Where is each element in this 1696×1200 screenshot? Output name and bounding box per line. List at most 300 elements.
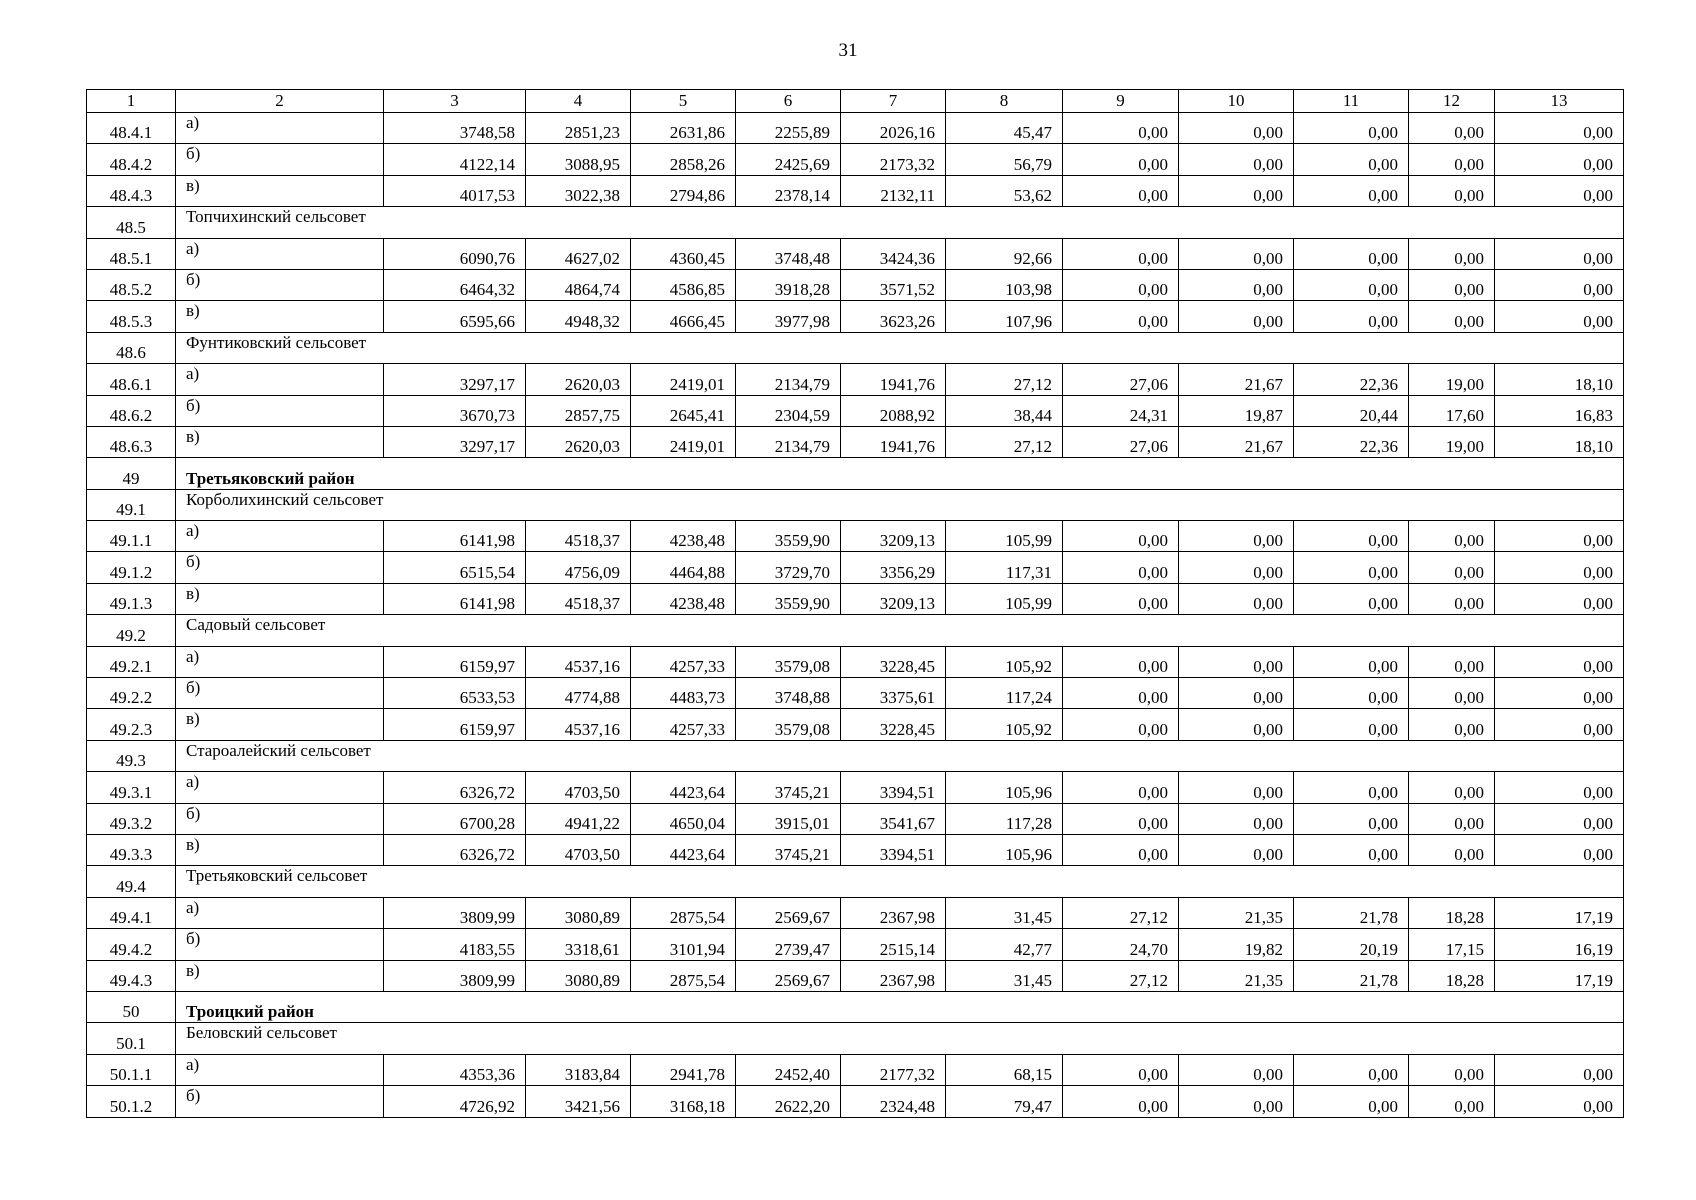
value-cell: 0,00: [1063, 834, 1179, 865]
row-index-cell: 50.1: [87, 1023, 176, 1054]
variant-label-cell: б): [176, 803, 384, 834]
value-cell: 0,00: [1179, 144, 1294, 175]
value-cell: 45,47: [946, 113, 1063, 144]
variant-label-cell: б): [176, 552, 384, 583]
value-cell: 0,00: [1409, 238, 1495, 269]
value-cell: 19,00: [1409, 364, 1495, 395]
table-row: [87, 646, 1624, 677]
row-index-cell: 49.3: [87, 740, 176, 771]
value-cell: 17,60: [1409, 395, 1495, 426]
value-cell: 2851,23: [526, 113, 631, 144]
table-row: [87, 678, 1624, 709]
value-cell: 0,00: [1495, 521, 1624, 552]
value-cell: 0,00: [1294, 646, 1409, 677]
value-cell: 68,15: [946, 1054, 1063, 1085]
table-row: [87, 803, 1624, 834]
value-cell: 3356,29: [841, 552, 946, 583]
variant-label-cell: в): [176, 960, 384, 991]
section-name-cell: Третьяковский сельсовет: [176, 866, 1624, 897]
value-cell: 2569,67: [736, 960, 841, 991]
value-cell: 4586,85: [631, 269, 736, 300]
row-index-cell: 48.4.2: [87, 144, 176, 175]
value-cell: 0,00: [1294, 772, 1409, 803]
variant-label-cell: а): [176, 113, 384, 144]
value-cell: 0,00: [1495, 113, 1624, 144]
variant-label-cell: б): [176, 395, 384, 426]
row-index-cell: 49.4.1: [87, 897, 176, 928]
variant-label-cell: в): [176, 709, 384, 740]
row-index-cell: 49.4.3: [87, 960, 176, 991]
value-cell: 2739,47: [736, 929, 841, 960]
value-cell: 0,00: [1495, 552, 1624, 583]
value-cell: 0,00: [1409, 175, 1495, 206]
value-cell: 0,00: [1495, 1054, 1624, 1085]
variant-label-cell: в): [176, 583, 384, 614]
value-cell: 0,00: [1179, 1054, 1294, 1085]
value-cell: 0,00: [1179, 552, 1294, 583]
section-name-cell: Корболихинский сельсовет: [176, 489, 1624, 520]
value-cell: 6595,66: [384, 301, 526, 332]
value-cell: 0,00: [1409, 1086, 1495, 1117]
value-cell: 0,00: [1063, 238, 1179, 269]
table-row: [87, 897, 1624, 928]
value-cell: 3748,48: [736, 238, 841, 269]
value-cell: 16,19: [1495, 929, 1624, 960]
table-row: [87, 144, 1624, 175]
value-cell: 2631,86: [631, 113, 736, 144]
table-row: [87, 772, 1624, 803]
value-cell: 107,96: [946, 301, 1063, 332]
value-cell: 0,00: [1495, 678, 1624, 709]
column-number-cell: 9: [1063, 90, 1179, 113]
value-cell: 0,00: [1409, 678, 1495, 709]
value-cell: 0,00: [1294, 803, 1409, 834]
value-cell: 31,45: [946, 960, 1063, 991]
value-cell: 0,00: [1294, 834, 1409, 865]
table-row: [87, 583, 1624, 614]
value-cell: 4726,92: [384, 1086, 526, 1117]
value-cell: 3579,08: [736, 709, 841, 740]
value-cell: 0,00: [1179, 834, 1294, 865]
value-cell: 0,00: [1179, 238, 1294, 269]
value-cell: 4238,48: [631, 583, 736, 614]
value-cell: 0,00: [1409, 144, 1495, 175]
value-cell: 0,00: [1179, 646, 1294, 677]
variant-label-cell: а): [176, 1054, 384, 1085]
value-cell: 117,28: [946, 803, 1063, 834]
section-name-cell: Садовый сельсовет: [176, 615, 1624, 646]
value-cell: 3748,58: [384, 113, 526, 144]
value-cell: 6533,53: [384, 678, 526, 709]
value-cell: 0,00: [1495, 583, 1624, 614]
value-cell: 105,96: [946, 834, 1063, 865]
value-cell: 3168,18: [631, 1086, 736, 1117]
value-cell: 3579,08: [736, 646, 841, 677]
value-cell: 0,00: [1063, 709, 1179, 740]
value-cell: 2875,54: [631, 897, 736, 928]
value-cell: 4483,73: [631, 678, 736, 709]
value-cell: 0,00: [1409, 772, 1495, 803]
value-cell: 2425,69: [736, 144, 841, 175]
value-cell: 0,00: [1294, 238, 1409, 269]
row-index-cell: 49.1.2: [87, 552, 176, 583]
value-cell: 117,31: [946, 552, 1063, 583]
row-index-cell: 49: [87, 458, 176, 489]
value-cell: 6700,28: [384, 803, 526, 834]
section-name-cell: Беловский сельсовет: [176, 1023, 1624, 1054]
value-cell: 2857,75: [526, 395, 631, 426]
row-index-cell: 50.1.1: [87, 1054, 176, 1085]
column-number-cell: 10: [1179, 90, 1294, 113]
value-cell: 2569,67: [736, 897, 841, 928]
value-cell: 0,00: [1409, 301, 1495, 332]
value-cell: 17,19: [1495, 897, 1624, 928]
value-cell: 0,00: [1063, 301, 1179, 332]
value-cell: 3623,26: [841, 301, 946, 332]
value-cell: 2132,11: [841, 175, 946, 206]
value-cell: 2858,26: [631, 144, 736, 175]
value-cell: 92,66: [946, 238, 1063, 269]
row-index-cell: 49.2.3: [87, 709, 176, 740]
variant-label-cell: а): [176, 238, 384, 269]
value-cell: 0,00: [1294, 552, 1409, 583]
district-name-cell: Третьяковский район: [176, 458, 1624, 489]
value-cell: 4360,45: [631, 238, 736, 269]
value-cell: 27,12: [946, 364, 1063, 395]
table-row: [87, 113, 1624, 144]
column-number-cell: 13: [1495, 90, 1624, 113]
value-cell: 0,00: [1179, 301, 1294, 332]
value-cell: 2026,16: [841, 113, 946, 144]
value-cell: 3209,13: [841, 583, 946, 614]
value-cell: 21,78: [1294, 960, 1409, 991]
value-cell: 0,00: [1063, 175, 1179, 206]
value-cell: 4423,64: [631, 834, 736, 865]
value-cell: 3809,99: [384, 960, 526, 991]
value-cell: 0,00: [1294, 709, 1409, 740]
column-number-cell: 6: [736, 90, 841, 113]
value-cell: 24,70: [1063, 929, 1179, 960]
value-cell: 2875,54: [631, 960, 736, 991]
value-cell: 21,67: [1179, 364, 1294, 395]
value-cell: 4353,36: [384, 1054, 526, 1085]
row-index-cell: 49.3.1: [87, 772, 176, 803]
table-row: [87, 269, 1624, 300]
value-cell: 0,00: [1179, 269, 1294, 300]
value-cell: 4257,33: [631, 709, 736, 740]
district-heading-row: [87, 458, 1624, 489]
value-cell: 3424,36: [841, 238, 946, 269]
value-cell: 2419,01: [631, 426, 736, 457]
value-cell: 18,28: [1409, 897, 1495, 928]
value-cell: 0,00: [1294, 175, 1409, 206]
section-name-cell: Фунтиковский сельсовет: [176, 332, 1624, 363]
value-cell: 2941,78: [631, 1054, 736, 1085]
value-cell: 3022,38: [526, 175, 631, 206]
row-index-cell: 49.2.2: [87, 678, 176, 709]
column-number-cell: 1: [87, 90, 176, 113]
value-cell: 0,00: [1294, 583, 1409, 614]
variant-label-cell: а): [176, 521, 384, 552]
value-cell: 21,67: [1179, 426, 1294, 457]
value-cell: 0,00: [1179, 772, 1294, 803]
section-heading-row: [87, 1023, 1624, 1054]
value-cell: 0,00: [1409, 113, 1495, 144]
table-row: [87, 175, 1624, 206]
variant-label-cell: б): [176, 678, 384, 709]
value-cell: 6326,72: [384, 834, 526, 865]
row-index-cell: 49.4: [87, 866, 176, 897]
value-cell: 3297,17: [384, 426, 526, 457]
section-heading-row: [87, 615, 1624, 646]
value-cell: 2304,59: [736, 395, 841, 426]
value-cell: 2255,89: [736, 113, 841, 144]
value-cell: 4703,50: [526, 772, 631, 803]
value-cell: 3080,89: [526, 897, 631, 928]
value-cell: 24,31: [1063, 395, 1179, 426]
table-row: [87, 395, 1624, 426]
value-cell: 2794,86: [631, 175, 736, 206]
value-cell: 2177,32: [841, 1054, 946, 1085]
value-cell: 6159,97: [384, 709, 526, 740]
row-index-cell: 48.6: [87, 332, 176, 363]
value-cell: 53,62: [946, 175, 1063, 206]
variant-label-cell: б): [176, 269, 384, 300]
value-cell: 6141,98: [384, 583, 526, 614]
value-cell: 105,96: [946, 772, 1063, 803]
row-index-cell: 48.6.3: [87, 426, 176, 457]
row-index-cell: 49.3.3: [87, 834, 176, 865]
value-cell: 4948,32: [526, 301, 631, 332]
row-index-cell: 48.5: [87, 207, 176, 238]
variant-label-cell: в): [176, 301, 384, 332]
value-cell: 0,00: [1409, 552, 1495, 583]
value-cell: 0,00: [1179, 175, 1294, 206]
value-cell: 42,77: [946, 929, 1063, 960]
variant-label-cell: в): [176, 175, 384, 206]
value-cell: 4941,22: [526, 803, 631, 834]
row-index-cell: 50: [87, 991, 176, 1022]
value-cell: 4666,45: [631, 301, 736, 332]
value-cell: 3421,56: [526, 1086, 631, 1117]
value-cell: 4122,14: [384, 144, 526, 175]
value-cell: 3394,51: [841, 834, 946, 865]
value-cell: 0,00: [1294, 144, 1409, 175]
value-cell: 0,00: [1179, 678, 1294, 709]
value-cell: 0,00: [1179, 803, 1294, 834]
row-index-cell: 49.1: [87, 489, 176, 520]
value-cell: 21,35: [1179, 897, 1294, 928]
value-cell: 0,00: [1179, 583, 1294, 614]
value-cell: 6141,98: [384, 521, 526, 552]
value-cell: 0,00: [1179, 709, 1294, 740]
variant-label-cell: а): [176, 364, 384, 395]
value-cell: 0,00: [1409, 521, 1495, 552]
value-cell: 0,00: [1063, 113, 1179, 144]
value-cell: 3745,21: [736, 772, 841, 803]
value-cell: 0,00: [1495, 709, 1624, 740]
value-cell: 3729,70: [736, 552, 841, 583]
section-name-cell: Топчихинский сельсовет: [176, 207, 1624, 238]
value-cell: 27,06: [1063, 426, 1179, 457]
value-cell: 27,12: [946, 426, 1063, 457]
value-cell: 0,00: [1409, 834, 1495, 865]
value-cell: 31,45: [946, 897, 1063, 928]
value-cell: 1941,76: [841, 426, 946, 457]
value-cell: 0,00: [1294, 301, 1409, 332]
value-cell: 0,00: [1294, 1086, 1409, 1117]
variant-label-cell: в): [176, 426, 384, 457]
row-index-cell: 48.6.1: [87, 364, 176, 395]
value-cell: 16,83: [1495, 395, 1624, 426]
tariff-table: [86, 89, 1624, 1118]
variant-label-cell: а): [176, 897, 384, 928]
value-cell: 4183,55: [384, 929, 526, 960]
value-cell: 2324,48: [841, 1086, 946, 1117]
row-index-cell: 48.5.1: [87, 238, 176, 269]
value-cell: 56,79: [946, 144, 1063, 175]
value-cell: 17,19: [1495, 960, 1624, 991]
row-index-cell: 48.5.2: [87, 269, 176, 300]
value-cell: 0,00: [1495, 269, 1624, 300]
value-cell: 21,35: [1179, 960, 1294, 991]
variant-label-cell: в): [176, 834, 384, 865]
variant-label-cell: б): [176, 144, 384, 175]
value-cell: 0,00: [1409, 709, 1495, 740]
value-cell: 4464,88: [631, 552, 736, 583]
value-cell: 0,00: [1294, 521, 1409, 552]
value-cell: 0,00: [1063, 583, 1179, 614]
value-cell: 4650,04: [631, 803, 736, 834]
value-cell: 2645,41: [631, 395, 736, 426]
value-cell: 0,00: [1294, 113, 1409, 144]
value-cell: 4423,64: [631, 772, 736, 803]
value-cell: 2622,20: [736, 1086, 841, 1117]
value-cell: 2452,40: [736, 1054, 841, 1085]
value-cell: 20,44: [1294, 395, 1409, 426]
row-index-cell: 50.1.2: [87, 1086, 176, 1117]
value-cell: 0,00: [1495, 238, 1624, 269]
value-cell: 0,00: [1063, 269, 1179, 300]
value-cell: 19,87: [1179, 395, 1294, 426]
value-cell: 103,98: [946, 269, 1063, 300]
value-cell: 3571,52: [841, 269, 946, 300]
section-heading-row: [87, 332, 1624, 363]
table-row: [87, 834, 1624, 865]
value-cell: 27,06: [1063, 364, 1179, 395]
value-cell: 0,00: [1063, 552, 1179, 583]
value-cell: 22,36: [1294, 426, 1409, 457]
table-row: [87, 364, 1624, 395]
value-cell: 0,00: [1495, 772, 1624, 803]
value-cell: 0,00: [1179, 1086, 1294, 1117]
variant-label-cell: б): [176, 1086, 384, 1117]
section-name-cell: Староалейский сельсовет: [176, 740, 1624, 771]
value-cell: 2620,03: [526, 364, 631, 395]
value-cell: 79,47: [946, 1086, 1063, 1117]
value-cell: 0,00: [1409, 1054, 1495, 1085]
table-row: [87, 709, 1624, 740]
value-cell: 4518,37: [526, 521, 631, 552]
value-cell: 19,82: [1179, 929, 1294, 960]
value-cell: 3080,89: [526, 960, 631, 991]
value-cell: 2134,79: [736, 426, 841, 457]
table-row: [87, 426, 1624, 457]
value-cell: 0,00: [1495, 803, 1624, 834]
value-cell: 17,15: [1409, 929, 1495, 960]
value-cell: 3318,61: [526, 929, 631, 960]
value-cell: 3809,99: [384, 897, 526, 928]
value-cell: 0,00: [1063, 803, 1179, 834]
value-cell: 4864,74: [526, 269, 631, 300]
value-cell: 0,00: [1409, 803, 1495, 834]
value-cell: 0,00: [1495, 175, 1624, 206]
value-cell: 3394,51: [841, 772, 946, 803]
value-cell: 4774,88: [526, 678, 631, 709]
variant-label-cell: б): [176, 929, 384, 960]
value-cell: 3748,88: [736, 678, 841, 709]
value-cell: 0,00: [1063, 1054, 1179, 1085]
value-cell: 0,00: [1409, 269, 1495, 300]
value-cell: 3088,95: [526, 144, 631, 175]
district-name-cell: Троицкий район: [176, 991, 1624, 1022]
value-cell: 0,00: [1063, 772, 1179, 803]
value-cell: 3375,61: [841, 678, 946, 709]
table-row: [87, 552, 1624, 583]
table-row: [87, 1054, 1624, 1085]
value-cell: 0,00: [1495, 646, 1624, 677]
value-cell: 0,00: [1495, 144, 1624, 175]
value-cell: 1941,76: [841, 364, 946, 395]
value-cell: 3977,98: [736, 301, 841, 332]
row-index-cell: 49.3.2: [87, 803, 176, 834]
value-cell: 3228,45: [841, 646, 946, 677]
table-row: [87, 238, 1624, 269]
value-cell: 6159,97: [384, 646, 526, 677]
value-cell: 6326,72: [384, 772, 526, 803]
column-number-row: [87, 90, 1624, 113]
value-cell: 2134,79: [736, 364, 841, 395]
value-cell: 2173,32: [841, 144, 946, 175]
value-cell: 2088,92: [841, 395, 946, 426]
column-number-cell: 12: [1409, 90, 1495, 113]
value-cell: 2367,98: [841, 897, 946, 928]
table-row: [87, 521, 1624, 552]
value-cell: 18,10: [1495, 364, 1624, 395]
value-cell: 4238,48: [631, 521, 736, 552]
value-cell: 117,24: [946, 678, 1063, 709]
row-index-cell: 49.2: [87, 615, 176, 646]
row-index-cell: 49.1.1: [87, 521, 176, 552]
value-cell: 4537,16: [526, 709, 631, 740]
variant-label-cell: а): [176, 772, 384, 803]
value-cell: 0,00: [1063, 646, 1179, 677]
value-cell: 22,36: [1294, 364, 1409, 395]
section-heading-row: [87, 866, 1624, 897]
value-cell: 3745,21: [736, 834, 841, 865]
value-cell: 3228,45: [841, 709, 946, 740]
value-cell: 0,00: [1179, 113, 1294, 144]
value-cell: 6464,32: [384, 269, 526, 300]
value-cell: 27,12: [1063, 897, 1179, 928]
value-cell: 19,00: [1409, 426, 1495, 457]
value-cell: 0,00: [1294, 269, 1409, 300]
value-cell: 3297,17: [384, 364, 526, 395]
value-cell: 3183,84: [526, 1054, 631, 1085]
variant-label-cell: а): [176, 646, 384, 677]
value-cell: 4537,16: [526, 646, 631, 677]
value-cell: 6090,76: [384, 238, 526, 269]
